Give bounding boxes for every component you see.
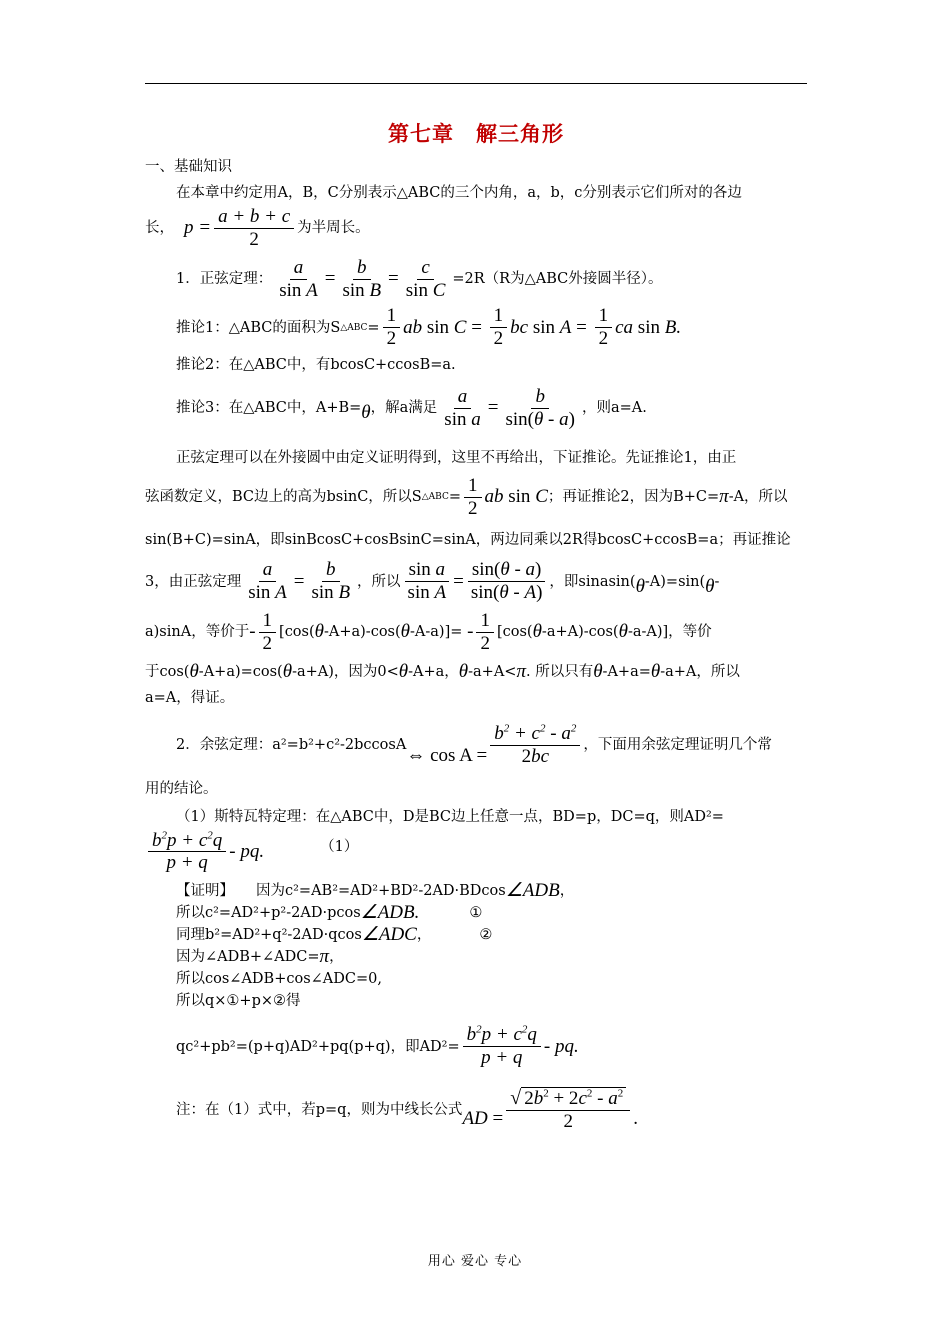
law-of-cosines: 2．余弦定理：a²=b²+c²-2bccosA ⇔ cos A = $\frac{b^2 + c^2 - a^2}{2bc}$ ，下面用余弦定理证明几个常 bbox=[176, 722, 772, 767]
document-body bbox=[145, 118, 807, 1133]
proof-line-2: 弦函数定义，BC边上的高为bsinC，所以S △ABC = $\frac{1}{2}$ ab sin C ；再证推论2，因为B+C= π -A，所以 bbox=[145, 474, 788, 519]
proof-line-3: sin(B+C)=sinA，即sinBcosC+cosBsinC=sinA，两边同乘以2R得bcosC+ccosB=a；再证推论 bbox=[145, 532, 791, 549]
proof-line-4: 3，由正弦定理 $\frac{a}{\text{sin A}}$ = $\frac{b}{\text{sin B}}$ ，所以 $\frac{\text{sin a}}{\text{sin A}}$ = $\frac{\sin(\theta - a)}{\sin(\theta - A)}$ ，即sinasin( θ -A)=sin( θ - bbox=[145, 559, 720, 604]
proof-line-5: a)sinA，等价于 - $\frac{1}{2}$ [cos( θ -A+a)-cos( θ -A-a)]= - $\frac{1}{2}$ [cos( θ -a+A)-cos( θ -a-A)]，等价 bbox=[145, 610, 712, 654]
stewart-formula: $\frac{b^2p + c^2q}{p + q}$ - pq. （1） bbox=[145, 830, 807, 875]
law-of-sines: 1．正弦定理： $\frac{a}{\text{sin A}}$ = $\frac{b}{\text{sin B}}$ = $\frac{c}{\text{sin C}}$ =2R（R为△ABC外接圆半径）。 bbox=[176, 256, 663, 301]
proof-line-6: 于cos( θ -A+a)=cos( θ -a+A)，因为0< θ -A+a， θ -a+A< π . 所以只有 θ -A+a= θ -a+A，所以 bbox=[145, 660, 740, 682]
proof-step-4: 因为∠ADB+∠ADC= π ， bbox=[176, 946, 344, 968]
corollary-3: 推论3：在△ABC中，A+B= θ ，解a满足 $\frac{a}{\text{sin a}}$ = $\frac{b}{\sin(\theta - a)}$ ，则a=A. bbox=[176, 386, 647, 430]
chapter-title: 第七章 解三角形 bbox=[388, 121, 564, 146]
intro-line-1: 在本章中约定用A，B，C分别表示△ABC的三个内角，a，b，c分别表示它们所对的各边 bbox=[176, 185, 742, 201]
half-perimeter-fraction: $\frac{a + b + c}{2}$ bbox=[214, 206, 294, 251]
stewart-theorem: （1）斯特瓦特定理：在△ABC中，D是BC边上任意一点，BD=p，DC=q，则AD²= bbox=[176, 808, 724, 825]
proof-step-6: 所以q×①+p×②得 bbox=[176, 993, 301, 1010]
proof-paragraph-1: 正弦定理可以在外接圆中由定义证明得到，这里不再给出，下证推论。先证推论1，由正 bbox=[176, 449, 737, 466]
proof-line-7: a=A，得证。 bbox=[145, 689, 235, 706]
corollary-2: 推论2：在△ABC中，有bcosC+ccosB=a. bbox=[176, 357, 456, 374]
corollary-1: 推论1：△ABC的面积为S △ABC = $\frac{1}{2}$ ab sin C = $\frac{1}{2}$ bc sin A = $\frac{1}{2}$ ca sin B. bbox=[176, 305, 682, 350]
law-of-cosines-cont: 用的结论。 bbox=[145, 780, 218, 797]
proof-step-1: 【证明】 因为c²=AB²=AD²+BD²-2AD·BDcos ∠ADB ， bbox=[176, 880, 575, 902]
intro-line-2: 长， p = $\frac{a + b + c}{2}$ 为半周长。 bbox=[145, 206, 370, 250]
proof-step-3: 同理b²=AD²+q²-2AD·qcos ∠ADC ， ② bbox=[176, 924, 493, 946]
header-rule bbox=[145, 83, 807, 84]
section-heading: 一、基础知识 bbox=[145, 159, 232, 175]
median-note: 注：在（1）式中，若p=q，则为中线长公式 AD = √ $2b^2 + 2c^2 - a^2$ 2 . bbox=[176, 1086, 638, 1132]
proof-step-7: qc²+pb²=(p+q)AD²+pq(p+q)，即AD²= $\frac{b^2p + c^2q}{p + q}$ - pq. bbox=[176, 1023, 579, 1069]
page-footer: 用心 爱心 专心 bbox=[427, 1254, 523, 1269]
proof-step-5: 所以cos∠ADB+cos∠ADC=0, bbox=[176, 971, 382, 988]
proof-step-2: 所以c²=AD²+p²-2AD·pcos ∠ADB. ① bbox=[176, 902, 483, 924]
